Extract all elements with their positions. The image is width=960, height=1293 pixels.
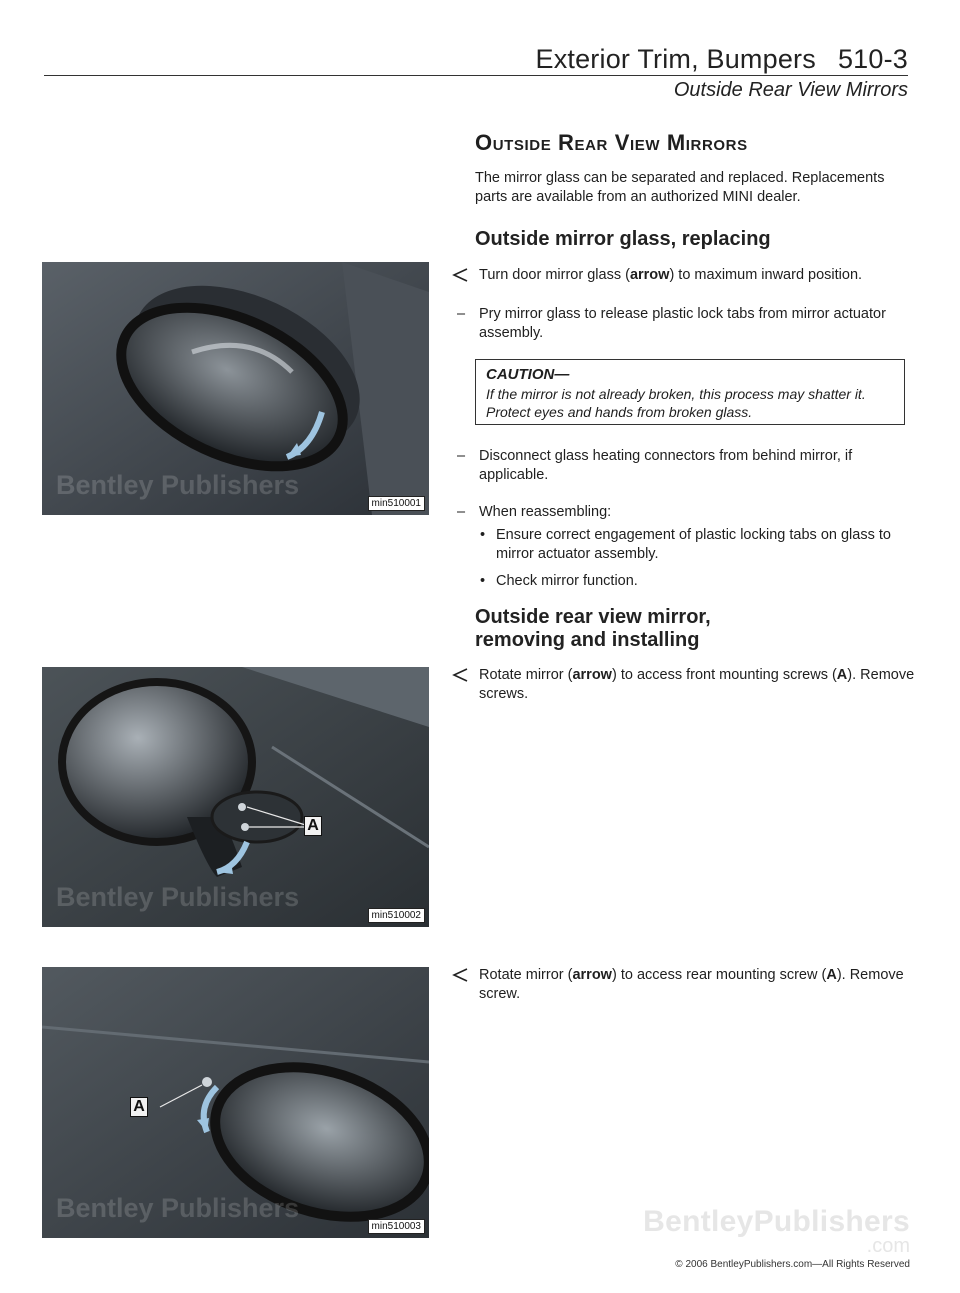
left-pointer-icon (452, 266, 470, 283)
step-rotate-rear (455, 966, 915, 1004)
list-item: • Ensure correct engagement of plastic locking tabs on glass to mirror actuator assembly. (480, 527, 891, 562)
header-rule (44, 75, 908, 76)
list-item: • Check mirror function. (480, 573, 638, 589)
photo-front-screws (42, 667, 429, 927)
callout-a: A (304, 816, 322, 836)
section-title: Outside Rear View Mirrors (475, 130, 748, 155)
step-text: When reassembling: (479, 504, 612, 520)
step-pry-glass (455, 305, 915, 343)
step-turn-glass (455, 266, 915, 285)
step-disconnect (455, 447, 915, 485)
figure-id: min510003 (368, 1219, 425, 1234)
photo-mirror-glass (42, 262, 429, 515)
step-text: ). Remove screw. (479, 967, 904, 1002)
step-reassembling (455, 503, 915, 522)
procedure-heading-glass: Outside mirror glass, replacing (475, 228, 771, 250)
step-text: Rotate mirror ( (479, 967, 573, 983)
intro-paragraph: The mirror glass can be separated and replaced. Replacements parts are available from an authorized MINI dealer. (475, 170, 885, 205)
step-bold: arrow (572, 967, 612, 983)
bullet-text: Check mirror function. (496, 573, 638, 589)
procedure-heading-mirror (475, 606, 711, 652)
step-text: Disconnect glass heating connectors from behind mirror, if applicable. (479, 448, 853, 483)
watermark: Bentley Publishers (56, 882, 300, 912)
step-text: Pry mirror glass to release plastic lock tabs from mirror actuator assembly. (479, 306, 886, 341)
watermark: Bentley Publishers (56, 1193, 300, 1223)
step-text: Rotate mirror ( (479, 667, 573, 683)
photo-rear-screw (42, 967, 429, 1238)
step-bold: arrow (629, 267, 670, 283)
step-text: ) to access front mounting screws ( (611, 667, 837, 683)
step-text: ) to maximum inward position. (669, 267, 863, 283)
caution-body: If the mirror is not already broken, this process may shatter it. Protect eyes and hands from broken glass. (486, 386, 866, 420)
step-text: ) to access rear mounting screw ( (611, 967, 827, 983)
dash-marker: – (456, 306, 466, 322)
figure-id: min510002 (368, 908, 425, 923)
heading-line: removing and installing (475, 629, 700, 651)
figure-id: min510001 (368, 496, 425, 511)
step-bold: A (836, 667, 848, 683)
caution-title: CAUTION— (486, 366, 570, 383)
left-pointer-icon (452, 666, 470, 683)
callout-a: A (130, 1097, 148, 1117)
step-rotate-front (455, 666, 915, 704)
step-text: Turn door mirror glass ( (479, 267, 630, 283)
page-header-title (535, 44, 908, 75)
step-bold: A (826, 967, 837, 983)
step-text: ). Remove screws. (479, 667, 915, 702)
bullet-text: Ensure correct engagement of plastic locking tabs on glass to mirror actuator assembly. (496, 527, 891, 562)
dash-marker: – (456, 504, 466, 520)
section-subtitle: Outside Rear View Mirrors (673, 79, 908, 101)
copyright: © 2006 BentleyPublishers.com—All Rights Reserved (675, 1259, 910, 1270)
left-pointer-icon (452, 966, 470, 983)
reassembly-bullets (480, 526, 910, 591)
step-bold: arrow (572, 667, 612, 683)
watermark: Bentley Publishers (56, 470, 300, 500)
publisher-logo: BentleyPublishers (643, 1205, 910, 1238)
chapter-title: Exterior Trim, Bumpers (535, 44, 816, 74)
page-number: 510-3 (837, 44, 908, 74)
publisher-logo-suffix: .com (866, 1235, 910, 1257)
caution-box (475, 359, 905, 425)
heading-line: Outside rear view mirror, (475, 606, 711, 628)
dash-marker: – (456, 448, 466, 464)
